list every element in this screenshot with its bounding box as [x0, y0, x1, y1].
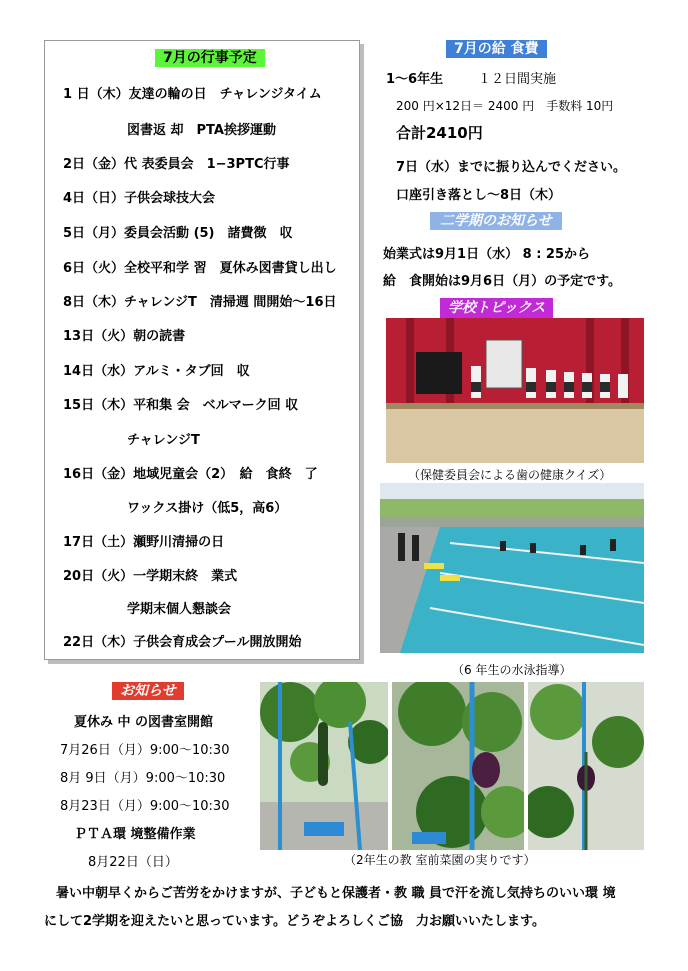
garden-photo-1-art	[260, 682, 388, 850]
topics-title-wrap	[440, 297, 553, 317]
schedule-box	[44, 40, 360, 660]
schedule-line: 14日（水）アルミ・タブ回 収	[63, 364, 250, 379]
lunch-days: １２日間実施	[478, 72, 557, 87]
schedule-line: 13日（火）朝の読書	[63, 329, 186, 344]
schedule-line: 15日（木）平和集 会 ベルマーク回 収	[63, 398, 299, 413]
term2-line1: 始業式は9月1日（水） 8 : 25から	[383, 247, 591, 262]
term2-line2: 給 食開始は9月6日（月）の予定です。	[383, 274, 622, 289]
schedule-line: 20日（火）一学期末終 業式	[63, 569, 238, 584]
schedule-title-wrap	[155, 47, 265, 67]
lunch-calc: 200 円×12日＝ 2400 円 手数料 10円	[396, 99, 614, 113]
pool-photo	[380, 483, 644, 653]
closing-line2: にして2学期を迎えたいと思っています。どうぞよろしくご協 力お願いいたします。	[44, 914, 545, 929]
schedule-line: 6日（火）全校平和学 習 夏休み図書貸し出し	[63, 261, 337, 276]
schedule-title: 7月の行事予定	[155, 49, 265, 67]
schedule-line: 17日（土）瀬野川清掃の日	[63, 535, 225, 550]
schedule-line: 8日（木）チャレンジT 清掃週 間開始〜16日	[63, 295, 337, 310]
pool-photo-art	[380, 483, 644, 653]
schedule-line: 1 日（木）友達の輪の日 チャレンジタイム	[63, 87, 322, 102]
garden-caption: （2年生の教 室前菜園の実りです）	[344, 853, 536, 867]
lunch-total: 合計2410円	[396, 124, 483, 142]
lunch-title-wrap	[446, 38, 547, 58]
term2-title-wrap	[430, 210, 562, 230]
garden-photo-2	[392, 682, 524, 850]
lunch-title: 7月の給 食費	[446, 40, 547, 58]
garden-photo-3	[528, 682, 644, 850]
lunch-deadline: 7日（水）までに振り込んでください。	[396, 160, 627, 175]
topics-title: 学校トピックス	[440, 298, 553, 318]
library-date: 7月26日（月）9:00〜10:30	[60, 743, 230, 758]
garden-photo-2-art	[392, 682, 524, 850]
lunch-debit: 口座引き落とし〜8日（木）	[396, 188, 562, 203]
schedule-line: 16日（金）地域児童会（2） 給 食終 了	[63, 467, 318, 482]
pta-title: ＰＴＡ環 境整備作業	[74, 827, 196, 842]
schedule-line: 4日（日）子供会球技大会	[63, 191, 216, 206]
schedule-line: 2日（金）代 表委員会 1−3PTC行事	[63, 157, 290, 172]
library-title: 夏休み 中 の図書室開館	[74, 715, 214, 730]
schedule-line: 図書返 却 PTA挨拶運動	[127, 123, 276, 138]
stage-photo	[386, 318, 644, 463]
schedule-line: 学期末個人懇談会	[127, 602, 232, 617]
stage-photo-art	[386, 318, 644, 463]
notice-title-wrap	[112, 680, 184, 700]
pool-caption: （6 年生の水泳指導）	[452, 663, 572, 677]
schedule-line: 22日（木）子供会育成会プール開放開始	[63, 635, 302, 650]
schedule-line: ワックス掛け（低5，高6）	[127, 501, 288, 516]
garden-photo-3-art	[528, 682, 644, 850]
lunch-grade: 1〜6年生	[386, 72, 444, 87]
library-date: 8月23日（月）9:00〜10:30	[60, 799, 230, 814]
garden-photo-1	[260, 682, 388, 850]
notice-title: お知らせ	[112, 682, 184, 700]
schedule-line: 5日（月）委員会活動 (5) 諸費徴 収	[63, 226, 293, 241]
term2-title: 二学期のお知らせ	[430, 212, 562, 230]
closing-line1: 暑い中朝早くからご苦労をかけますが、子どもと保護者・教 職 員で汗を流し気持ちのいい環 境	[56, 886, 616, 901]
library-date: 8月 9日（月）9:00〜10:30	[60, 771, 226, 786]
stage-caption: （保健委員会による歯の健康クイズ）	[408, 468, 612, 482]
schedule-line: チャレンジT	[127, 433, 200, 448]
pta-date: 8月22日（日）	[88, 855, 178, 870]
